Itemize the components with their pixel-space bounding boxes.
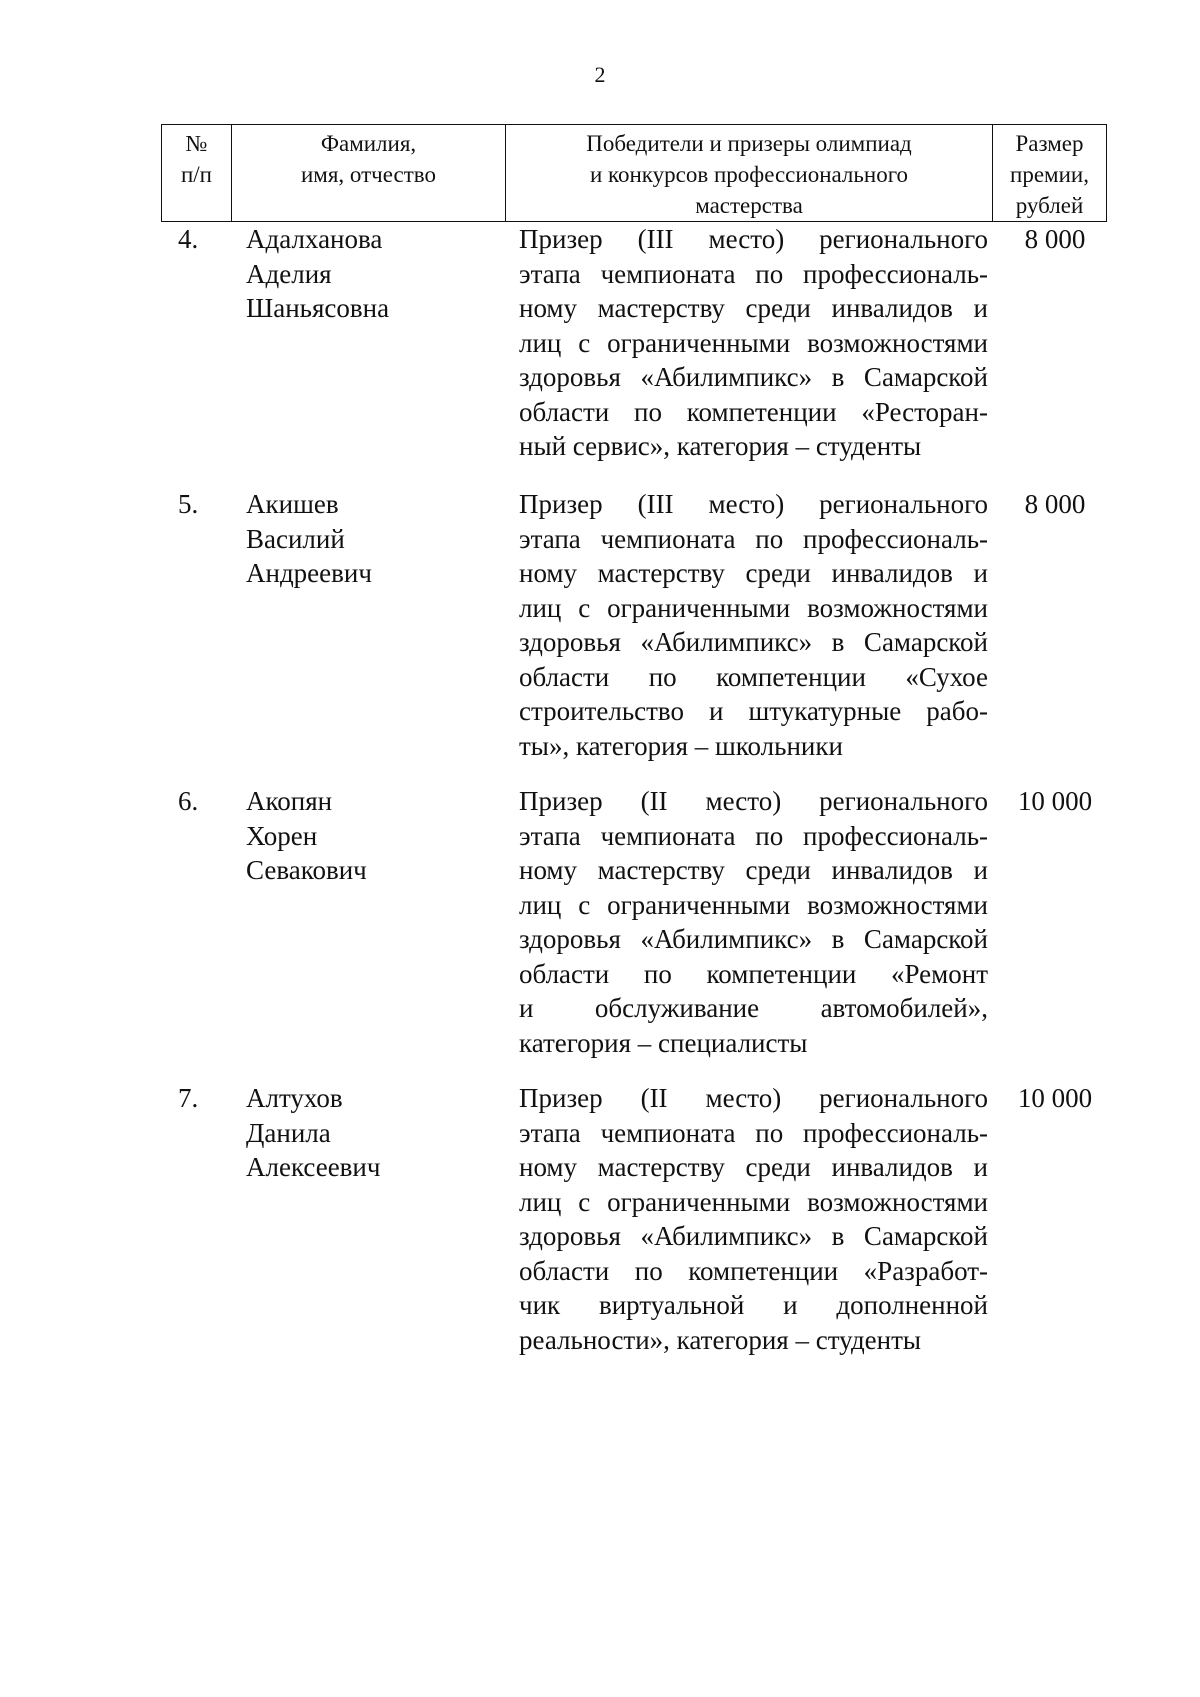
description-line: области по компетенции «Сухое bbox=[519, 661, 988, 692]
row-full-name bbox=[246, 222, 486, 326]
description-line: ному мастерству среди инвалидов и bbox=[519, 855, 988, 885]
row-description bbox=[519, 1081, 988, 1357]
header-col-number-line: п/п bbox=[180, 162, 212, 187]
description-line: ному мастерству среди инвалидов и bbox=[519, 293, 988, 323]
description-line: этапа чемпионата по профессиональ- bbox=[519, 1117, 988, 1148]
description-line: Призер (III место) регионального bbox=[519, 224, 988, 254]
patronymic: Андреевич bbox=[246, 558, 372, 588]
description-line: этапа чемпионата по профессиональ- bbox=[519, 523, 988, 554]
row-full-name bbox=[246, 784, 486, 888]
surname: Акопян bbox=[246, 786, 333, 816]
description-line: этапа чемпионата по профессиональ- bbox=[519, 258, 988, 289]
description-line: здоровья «Абилимпикс» в Самарской bbox=[519, 362, 988, 392]
description-line: области по компетенции «Разработ- bbox=[519, 1255, 988, 1286]
row-description bbox=[519, 487, 988, 763]
description-line: Призер (III место) регионального bbox=[519, 489, 988, 519]
description-line: и обслуживание автомобилей», bbox=[519, 993, 988, 1023]
description-line: лиц с ограниченными возможностями bbox=[519, 327, 988, 358]
header-col-amount bbox=[993, 125, 1107, 222]
row-full-name bbox=[246, 487, 486, 591]
patronymic: Алексеевич bbox=[246, 1152, 381, 1182]
row-amount: 10 000 bbox=[1017, 1083, 1093, 1113]
patronymic: Севакович bbox=[246, 855, 367, 885]
header-col-number bbox=[162, 125, 232, 222]
row-description bbox=[519, 222, 988, 464]
description-line: строительство и штукатурные рабо- bbox=[519, 696, 988, 726]
row-full-name bbox=[246, 1081, 486, 1185]
table-header bbox=[161, 124, 1107, 222]
description-line: области по компетенции «Ремонт bbox=[519, 958, 988, 989]
row-number: 6. bbox=[178, 786, 199, 816]
header-col-name-line: имя, отчество bbox=[300, 162, 436, 187]
description-line: ный сервис», категория – студенты bbox=[519, 431, 922, 461]
description-line: реальности», категория – студенты bbox=[519, 1324, 922, 1355]
description-line: этапа чемпионата по профессиональ- bbox=[519, 820, 988, 851]
header-col-description-line: и конкурсов профессионального bbox=[589, 162, 909, 187]
row-number: 5. bbox=[178, 489, 199, 519]
patronymic: Шаньясовна bbox=[246, 293, 390, 323]
description-line: здоровья «Абилимпикс» в Самарской bbox=[519, 627, 988, 657]
description-line: Призер (II место) регионального bbox=[519, 1083, 988, 1113]
description-line: ному мастерству среди инвалидов и bbox=[519, 1152, 988, 1182]
header-col-amount-line: премии, bbox=[1010, 162, 1089, 187]
description-line: лиц с ограниченными возможностями bbox=[519, 592, 988, 623]
description-line: здоровья «Абилимпикс» в Самарской bbox=[519, 1221, 988, 1251]
description-line: лиц с ограниченными возможностями bbox=[519, 889, 988, 920]
row-amount: 8 000 bbox=[1024, 489, 1086, 519]
row-amount: 10 000 bbox=[1017, 786, 1093, 816]
description-line: Призер (II место) регионального bbox=[519, 786, 988, 816]
header-col-amount-line: Размер bbox=[1015, 131, 1084, 156]
first-name: Аделия bbox=[246, 258, 332, 289]
description-line: лиц с ограниченными возможностями bbox=[519, 1186, 988, 1217]
first-name: Хорен bbox=[246, 820, 318, 851]
description-line: здоровья «Абилимпикс» в Самарской bbox=[519, 924, 988, 954]
description-line: категория – специалисты bbox=[519, 1027, 808, 1058]
header-col-number-line: № bbox=[185, 131, 208, 156]
description-line: ному мастерству среди инвалидов и bbox=[519, 558, 988, 588]
row-number: 4. bbox=[178, 224, 199, 254]
header-col-amount-line: рублей bbox=[1015, 193, 1084, 218]
page-number: 2 bbox=[594, 62, 606, 87]
surname: Акишев bbox=[246, 489, 339, 519]
first-name: Василий bbox=[246, 523, 345, 554]
header-col-description bbox=[506, 125, 993, 222]
description-line: области по компетенции «Ресторан- bbox=[519, 396, 988, 427]
row-description bbox=[519, 784, 988, 1060]
description-line: чик виртуальной и дополненной bbox=[519, 1290, 988, 1320]
row-amount: 8 000 bbox=[1024, 224, 1086, 254]
row-number: 7. bbox=[178, 1083, 199, 1113]
description-line: ты», категория – школьники bbox=[519, 730, 843, 761]
first-name: Данила bbox=[246, 1117, 331, 1148]
surname: Алтухов bbox=[246, 1083, 343, 1113]
header-col-name-line: Фамилия, bbox=[320, 131, 417, 156]
header-col-description-line: мастерства bbox=[695, 193, 803, 218]
header-col-description-line: Победители и призеры олимпиад bbox=[586, 131, 912, 156]
header-col-name bbox=[232, 125, 506, 222]
surname: Адалханова bbox=[246, 224, 383, 254]
